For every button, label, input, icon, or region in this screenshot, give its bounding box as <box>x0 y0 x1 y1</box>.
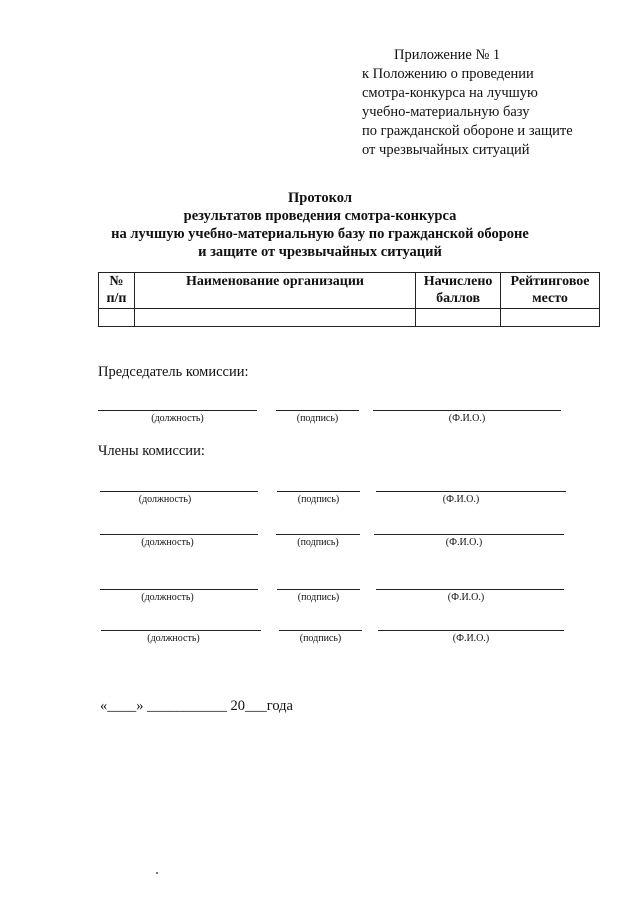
appendix-line: смотра-конкурса на лучшую <box>362 85 538 101</box>
signature-caption: (подпись) <box>296 413 339 424</box>
header-points <box>416 273 501 309</box>
name-line <box>378 630 564 631</box>
header-line: место <box>532 291 568 306</box>
name-line <box>376 491 566 492</box>
header-organization <box>134 273 415 309</box>
appendix-line: учебно-материальную базу <box>362 104 530 120</box>
position-line <box>98 410 257 411</box>
name-line <box>373 410 561 411</box>
signature-line <box>276 534 360 535</box>
header-number <box>99 273 135 309</box>
protocol-title <box>0 189 640 261</box>
name-caption: (Ф.И.О.) <box>445 537 483 548</box>
signature-line <box>276 410 359 411</box>
header-line: п/п <box>106 291 127 306</box>
table-cell <box>416 309 501 327</box>
name-caption: (Ф.И.О.) <box>442 494 480 505</box>
table-row <box>99 309 600 327</box>
table-cell <box>99 309 135 327</box>
table-header-row <box>99 273 600 309</box>
header-line: Наименование организации <box>186 274 364 289</box>
header-rank <box>501 273 600 309</box>
scan-dot <box>156 872 158 874</box>
header-line: баллов <box>436 291 481 306</box>
signature-caption: (подпись) <box>297 592 340 603</box>
table-cell <box>501 309 600 327</box>
table-cell <box>134 309 415 327</box>
position-caption: (должность) <box>138 494 192 505</box>
title-line: Протокол <box>288 190 352 206</box>
appendix-line: к Положению о проведении <box>362 66 534 82</box>
position-line <box>101 630 261 631</box>
position-caption: (должность) <box>151 413 204 424</box>
position-line <box>100 589 258 590</box>
position-caption: (должность) <box>141 592 194 603</box>
chairman-label: Председатель комиссии: <box>98 364 249 380</box>
position-line <box>100 534 258 535</box>
title-line: и защите от чрезвычайных ситуаций <box>198 244 442 260</box>
signature-caption: (подпись) <box>299 633 342 644</box>
signature-line <box>277 589 360 590</box>
header-line: № <box>109 274 124 289</box>
name-caption: (Ф.И.О.) <box>447 592 485 603</box>
header-line: Рейтинговое <box>510 274 590 289</box>
appendix-line: по гражданской обороне и защите <box>362 123 573 139</box>
signature-caption: (подпись) <box>297 494 340 505</box>
name-caption: (Ф.И.О.) <box>452 633 490 644</box>
signature-line <box>277 491 360 492</box>
members-label: Члены комиссии: <box>98 443 205 459</box>
signature-caption: (подпись) <box>297 537 339 548</box>
header-line: Начислено <box>423 274 493 289</box>
name-line <box>376 589 564 590</box>
position-line <box>100 491 258 492</box>
signature-line <box>279 630 362 631</box>
title-line: результатов проведения смотра-конкурса <box>183 208 457 224</box>
position-caption: (должность) <box>147 633 200 644</box>
name-caption: (Ф.И.О.) <box>448 413 486 424</box>
position-caption: (должность) <box>141 537 194 548</box>
date-line: «____» ___________ 20___года <box>100 698 293 714</box>
appendix-block <box>362 46 573 160</box>
appendix-line: от чрезвычайных ситуаций <box>362 142 530 158</box>
results-table <box>98 272 600 327</box>
appendix-line: Приложение № 1 <box>394 47 501 63</box>
title-line: на лучшую учебно-материальную базу по гражданской обороне <box>111 226 529 242</box>
name-line <box>374 534 564 535</box>
